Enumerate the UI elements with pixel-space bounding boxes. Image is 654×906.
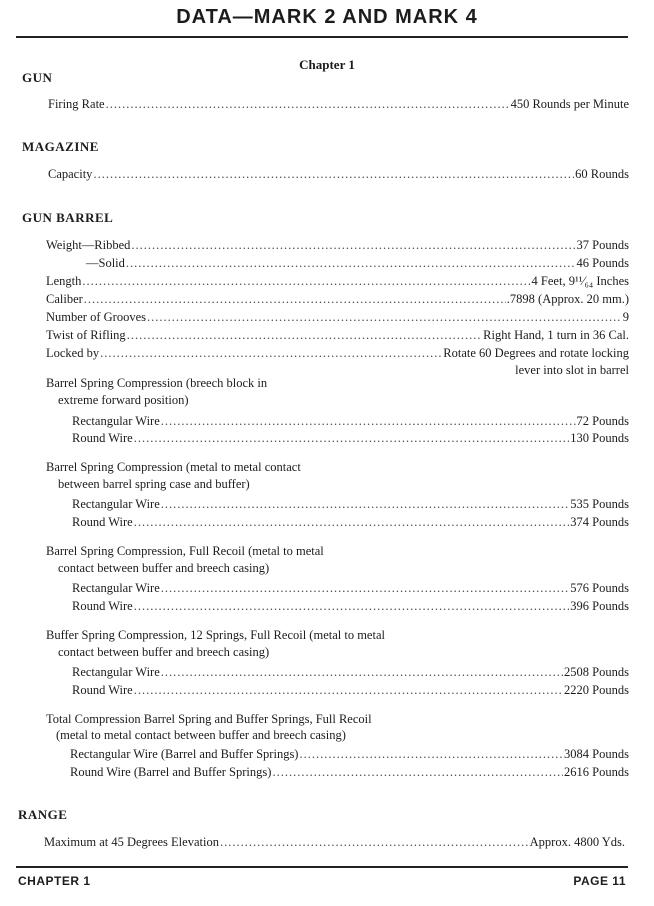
spec-value: 535 Pounds [570, 497, 629, 511]
section-heading-range: RANGE [18, 807, 68, 822]
spec-row-round-wire [72, 598, 629, 615]
footer-chapter: CHAPTER 1 [18, 874, 91, 888]
section-heading-gun: GUN [22, 70, 53, 85]
spec-value: 9 [622, 310, 629, 324]
spec-label: Round Wire [72, 683, 133, 697]
compression-heading: Total Compression Barrel Spring and Buffer Springs, Full Recoil [46, 712, 372, 726]
spec-row-round-wire [72, 682, 629, 699]
spec-row-maximum-range [44, 834, 625, 851]
spec-label: Weight—Ribbed [46, 238, 131, 252]
spec-label: Locked by [46, 346, 100, 360]
spec-row-rectangular-wire [70, 746, 629, 763]
spec-value: Approx. 4800 Yds. [529, 835, 625, 849]
spec-label: Rectangular Wire [72, 665, 160, 679]
spec-value-continued: lever into slot in barrel [515, 363, 629, 377]
spec-value: 4 Feet, 9¹¹⁄₆₄ Inches [531, 274, 629, 288]
spec-value: Right Hand, 1 turn in 36 Cal. [483, 328, 629, 342]
compression-heading: Barrel Spring Compression, Full Recoil (metal to metal [46, 544, 324, 558]
spec-label: Round Wire [72, 599, 133, 613]
spec-value: 2508 Pounds [564, 665, 629, 679]
footer-page-number: PAGE 11 [573, 874, 626, 888]
spec-value: 72 Pounds [576, 414, 629, 428]
spec-value: 3084 Pounds [564, 747, 629, 761]
spec-row-twist [46, 327, 629, 344]
spec-row-rectangular-wire [72, 496, 629, 513]
spec-label: Number of Grooves [46, 310, 146, 324]
spec-label: Maximum at 45 Degrees Elevation [44, 835, 219, 849]
spec-value: 396 Pounds [570, 599, 629, 613]
spec-value: 2616 Pounds [564, 765, 629, 779]
spec-value: 130 Pounds [570, 431, 629, 445]
page-title: DATA—MARK 2 AND MARK 4 [176, 6, 478, 28]
spec-label: Round Wire [72, 431, 133, 445]
section-heading-magazine: MAGAZINE [22, 139, 99, 154]
spec-value: 2220 Pounds [564, 683, 629, 697]
spec-row-rectangular-wire [72, 413, 629, 430]
compression-heading: Barrel Spring Compression (metal to metal contact [46, 460, 301, 474]
spec-value: 60 Rounds [575, 167, 629, 181]
spec-label: Rectangular Wire (Barrel and Buffer Springs) [70, 747, 299, 761]
spec-label: —Solid [86, 256, 125, 270]
spec-label: Round Wire (Barrel and Buffer Springs) [70, 765, 272, 779]
chapter-heading: Chapter 1 [299, 57, 355, 72]
spec-value: 46 Pounds [576, 256, 629, 270]
spec-value: 576 Pounds [570, 581, 629, 595]
spec-row-length [46, 273, 629, 290]
spec-label: Caliber [46, 292, 83, 306]
spec-row-rectangular-wire [72, 580, 629, 597]
spec-label: Rectangular Wire [72, 414, 160, 428]
spec-row-weight-solid [86, 255, 629, 272]
spec-row-round-wire [70, 764, 629, 781]
bottom-rule [16, 866, 628, 868]
spec-label: Firing Rate [48, 97, 105, 111]
spec-row-caliber [46, 291, 629, 308]
spec-row-weight-ribbed [46, 237, 629, 254]
compression-heading-cont: contact between buffer and breech casing) [58, 561, 270, 575]
section-heading-gun-barrel: GUN BARREL [22, 210, 114, 225]
compression-heading-cont: extreme forward position) [58, 393, 189, 407]
spec-label: Rectangular Wire [72, 497, 160, 511]
spec-row-round-wire [72, 514, 629, 531]
spec-row-rectangular-wire [72, 664, 629, 681]
spec-row-locked-by [46, 345, 629, 362]
spec-value: .7898 (Approx. 20 mm.) [506, 292, 629, 306]
compression-heading: Barrel Spring Compression (breech block in [46, 376, 268, 390]
spec-row-grooves [46, 309, 629, 326]
spec-label: Length [46, 274, 82, 288]
spec-row-firing-rate [48, 96, 629, 113]
spec-value: Rotate 60 Degrees and rotate locking [443, 346, 629, 360]
spec-row-capacity [48, 166, 629, 183]
spec-label: Round Wire [72, 515, 133, 529]
compression-heading-cont: contact between buffer and breech casing) [58, 645, 270, 659]
spec-value: 374 Pounds [570, 515, 629, 529]
compression-heading: Buffer Spring Compression, 12 Springs, Full Recoil (metal to metal [46, 628, 385, 642]
compression-heading-cont: (metal to metal contact between buffer and breech casing) [56, 728, 346, 742]
spec-value: 450 Rounds per Minute [510, 97, 629, 111]
spec-label: Twist of Rifling [46, 328, 126, 342]
top-rule [16, 36, 628, 38]
spec-row-round-wire [72, 430, 629, 447]
compression-heading-cont: between barrel spring case and buffer) [58, 477, 250, 491]
spec-value: 37 Pounds [576, 238, 629, 252]
spec-label: Rectangular Wire [72, 581, 160, 595]
spec-label: Capacity [48, 167, 93, 181]
